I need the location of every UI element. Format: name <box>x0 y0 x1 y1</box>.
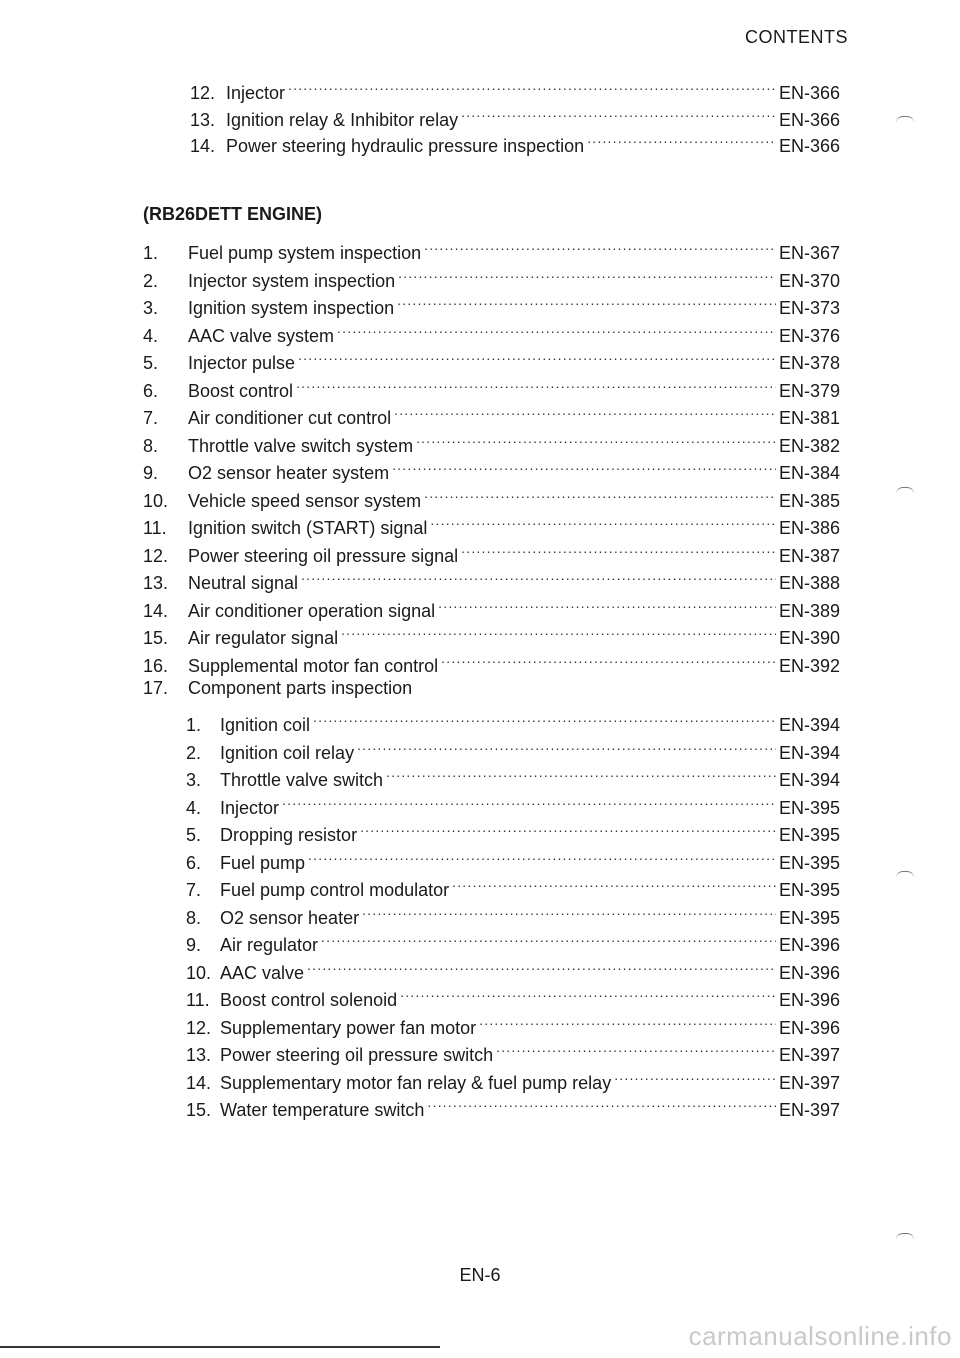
toc-entry <box>143 375 840 402</box>
toc-entry-number: 17. <box>143 678 169 698</box>
toc-entry-number: 9. <box>186 935 202 955</box>
toc-entry-number: 4. <box>186 797 202 818</box>
toc-entry-title: Throttle valve switch system <box>188 435 414 456</box>
toc-leader-dots <box>392 457 776 479</box>
toc-entry <box>186 1094 840 1121</box>
toc-entry-page: EN-392 <box>778 655 840 676</box>
toc-entry-page: EN-394 <box>778 770 840 790</box>
toc-entry-number: 2. <box>143 270 159 291</box>
toc-entry-title: Boost control solenoid <box>220 990 398 1010</box>
toc-entry-title: Ignition system inspection <box>188 298 395 318</box>
toc-entry <box>186 984 840 1011</box>
toc-entry <box>190 104 840 131</box>
toc-entry-page: EN-394 <box>778 715 840 735</box>
toc-entry-page: EN-370 <box>778 270 840 291</box>
toc-entry-page: EN-396 <box>778 990 840 1010</box>
toc-entry-number: 13. <box>186 1045 212 1065</box>
toc-entry <box>186 709 840 736</box>
toc-entry-title: O2 sensor heater system <box>188 463 390 483</box>
toc-entry-title: AAC valve <box>220 962 305 983</box>
toc-entry-number: 15. <box>186 1100 212 1120</box>
toc-entry <box>186 1067 840 1094</box>
toc-entry <box>186 1039 840 1066</box>
toc-entry-title: Neutral signal <box>188 573 299 593</box>
toc-entry <box>143 540 840 567</box>
toc-entry-page: EN-366 <box>778 109 840 130</box>
toc-entry <box>143 650 840 677</box>
toc-entry-title: Throttle valve switch <box>220 770 384 790</box>
toc-leader-dots <box>313 709 776 731</box>
toc-entry-title: Air conditioner cut control <box>188 408 392 428</box>
toc-entry-page: EN-390 <box>778 628 840 648</box>
toc-leader-dots <box>386 764 776 786</box>
toc-entry-page: EN-367 <box>778 243 840 263</box>
toc-entry-number: 7. <box>143 408 159 428</box>
toc-entry-title: Supplementary power fan motor <box>220 1017 477 1038</box>
toc-leader-dots <box>288 77 776 99</box>
toc-entry-title: Fuel pump system inspection <box>188 243 422 263</box>
toc-entry-page: EN-396 <box>778 1017 840 1038</box>
toc-entry-page: EN-395 <box>778 852 840 873</box>
toc-entry-title: Power steering hydraulic pressure inspection <box>226 136 585 156</box>
toc-entry-page: EN-397 <box>778 1100 840 1120</box>
toc-entry-page: EN-397 <box>778 1045 840 1065</box>
scan-mark <box>896 487 914 494</box>
toc-entry <box>143 265 840 292</box>
toc-entry-number: 16. <box>143 655 169 676</box>
toc-leader-dots <box>282 792 776 814</box>
toc-leader-dots <box>337 320 776 342</box>
toc-entry-number: 4. <box>143 325 159 346</box>
toc-entry-number: 1. <box>143 243 159 263</box>
toc-leader-dots <box>452 874 776 896</box>
toc-entry <box>186 737 840 764</box>
toc-entry-page: EN-395 <box>778 797 840 818</box>
toc-leader-dots <box>441 650 776 672</box>
toc-entry <box>143 485 840 512</box>
toc-leader-dots <box>398 265 776 287</box>
toc-entry <box>143 430 840 457</box>
toc-entry-number: 14. <box>186 1072 212 1093</box>
toc-entry-title: Power steering oil pressure switch <box>220 1045 494 1065</box>
toc-entry-number: 15. <box>143 628 169 648</box>
watermark-text: carmanualsonline.info <box>688 1321 952 1351</box>
toc-entry-page: EN-396 <box>778 935 840 955</box>
toc-entry-title: Ignition relay & Inhibitor relay <box>226 109 459 130</box>
toc-entry <box>190 77 840 104</box>
toc-entry-number: 14. <box>143 600 169 621</box>
toc-entry <box>143 622 840 649</box>
toc-entry-number: 8. <box>143 435 159 456</box>
toc-leader-dots <box>321 929 776 951</box>
toc-entry-page: EN-381 <box>778 408 840 428</box>
toc-entry <box>143 595 840 622</box>
toc-entry-page: EN-395 <box>778 880 840 900</box>
toc-leader-dots <box>424 237 776 259</box>
toc-entry <box>143 402 840 429</box>
toc-entry-number: 2. <box>186 742 202 763</box>
toc-leader-dots <box>496 1039 776 1061</box>
toc-entry <box>186 764 840 791</box>
toc-entry-number: 13. <box>143 573 169 593</box>
toc-entry-page: EN-366 <box>778 83 840 103</box>
toc-entry-number: 5. <box>143 353 159 373</box>
page-number: EN-6 <box>459 1265 501 1285</box>
toc-entry-number: 10. <box>143 490 169 511</box>
section-heading: (RB26DETT ENGINE) <box>143 204 323 224</box>
toc-entry-number: 6. <box>186 852 202 873</box>
toc-entry-number: 5. <box>186 825 202 845</box>
scan-mark <box>896 871 914 878</box>
toc-leader-dots <box>416 430 776 452</box>
toc-entry-title: Injector <box>226 83 286 103</box>
toc-entry-title: O2 sensor heater <box>220 907 360 928</box>
toc-entry-page: EN-373 <box>778 298 840 318</box>
toc-entry <box>186 957 840 984</box>
toc-entry-title: Ignition coil relay <box>220 742 355 763</box>
toc-leader-dots <box>614 1067 776 1089</box>
scan-mark <box>896 1233 914 1240</box>
toc-leader-dots <box>461 540 776 562</box>
toc-entry-title: Air conditioner operation signal <box>188 600 436 621</box>
toc-entry-page: EN-386 <box>778 518 840 538</box>
toc-entry-title: AAC valve system <box>188 325 335 346</box>
toc-leader-dots <box>296 375 776 397</box>
toc-entry-number: 12. <box>190 83 216 103</box>
toc-entry <box>143 292 840 319</box>
toc-entry-number: 6. <box>143 380 159 401</box>
toc-entry-page: EN-394 <box>778 742 840 763</box>
toc-entry <box>186 1012 840 1039</box>
toc-entry-title: Air regulator signal <box>188 628 339 648</box>
toc-entry-page: EN-366 <box>778 136 840 156</box>
toc-leader-dots <box>427 1094 776 1116</box>
toc-entry-number: 7. <box>186 880 202 900</box>
toc-leader-dots <box>357 737 776 759</box>
footer-rule <box>0 1346 440 1348</box>
toc-entry-page: EN-397 <box>778 1072 840 1093</box>
toc-entry-number: 14. <box>190 136 216 156</box>
toc-entry-page: EN-376 <box>778 325 840 346</box>
toc-entry-page: EN-395 <box>778 825 840 845</box>
toc-leader-dots <box>438 595 776 617</box>
toc-entry-page: EN-388 <box>778 573 840 593</box>
toc-entry <box>186 902 840 929</box>
toc-entry-title: Injector system inspection <box>188 270 396 291</box>
toc-leader-dots <box>424 485 776 507</box>
page-header-title: CONTENTS <box>745 27 848 47</box>
toc-entry <box>186 792 840 819</box>
toc-entry-number: 11. <box>186 990 210 1010</box>
toc-entry-title: Power steering oil pressure signal <box>188 545 459 566</box>
toc-entry <box>143 512 840 539</box>
toc-leader-dots <box>341 622 776 644</box>
toc-entry <box>186 847 840 874</box>
toc-entry <box>186 819 840 846</box>
toc-leader-dots <box>360 819 776 841</box>
toc-entry-title: Ignition coil <box>220 715 311 735</box>
toc-entry-page: EN-379 <box>778 380 840 401</box>
toc-entry-title: Water temperature switch <box>220 1100 425 1120</box>
toc-entry-title: Vehicle speed sensor system <box>188 490 422 511</box>
toc-leader-dots <box>308 847 776 869</box>
toc-entry-page: EN-384 <box>778 463 840 483</box>
toc-entry-title: Dropping resistor <box>220 825 358 845</box>
toc-entry-number: 3. <box>143 298 159 318</box>
toc-leader-dots <box>301 567 776 589</box>
toc-entry-title: Boost control <box>188 380 294 401</box>
toc-leader-dots <box>307 957 776 979</box>
toc-entry-page: EN-378 <box>778 353 840 373</box>
toc-entry-number: 10. <box>186 962 212 983</box>
toc-entry <box>143 320 840 347</box>
toc-entry-number: 9. <box>143 463 159 483</box>
toc-entry-number: 1. <box>186 715 202 735</box>
toc-entry-title: Fuel pump <box>220 852 306 873</box>
toc-entry <box>143 237 840 264</box>
toc-entry-page: EN-395 <box>778 907 840 928</box>
toc-entry <box>190 130 840 157</box>
toc-entry <box>186 874 840 901</box>
toc-entry-title: Injector pulse <box>188 353 296 373</box>
toc-leader-dots <box>298 347 776 369</box>
toc-entry-number: 13. <box>190 109 216 130</box>
scan-mark <box>896 116 914 123</box>
toc-leader-dots <box>400 984 776 1006</box>
toc-leader-dots <box>430 512 776 534</box>
toc-entry-number: 8. <box>186 907 202 928</box>
toc-entry-page: EN-396 <box>778 962 840 983</box>
toc-entry <box>186 929 840 956</box>
toc-entry-number: 3. <box>186 770 202 790</box>
toc-entry-title: Injector <box>220 797 280 818</box>
toc-entry-page: EN-385 <box>778 490 840 511</box>
toc-entry-number: 12. <box>186 1017 212 1038</box>
toc-leader-dots <box>394 402 776 424</box>
toc-entry-page: EN-387 <box>778 545 840 566</box>
toc-entry <box>143 347 840 374</box>
toc-entry-page: EN-389 <box>778 600 840 621</box>
toc-leader-dots <box>461 104 776 126</box>
toc-entry-number: 11. <box>143 518 167 538</box>
toc-leader-dots <box>479 1012 776 1034</box>
toc-entry <box>143 677 840 699</box>
toc-entry-title: Supplementary motor fan relay & fuel pump relay <box>220 1072 612 1093</box>
toc-entry <box>143 567 840 594</box>
toc-entry-number: 12. <box>143 545 169 566</box>
toc-leader-dots <box>362 902 776 924</box>
toc-entry-title: Fuel pump control modulator <box>220 880 450 900</box>
toc-entry-title: Supplemental motor fan control <box>188 655 439 676</box>
toc-entry-title: Component parts inspection <box>188 678 413 698</box>
toc-leader-dots <box>397 292 776 314</box>
toc-entry-title: Ignition switch (START) signal <box>188 518 428 538</box>
toc-entry-page: EN-382 <box>778 435 840 456</box>
toc-entry-title: Air regulator <box>220 935 319 955</box>
toc-leader-dots <box>587 130 776 152</box>
toc-entry <box>143 457 840 484</box>
